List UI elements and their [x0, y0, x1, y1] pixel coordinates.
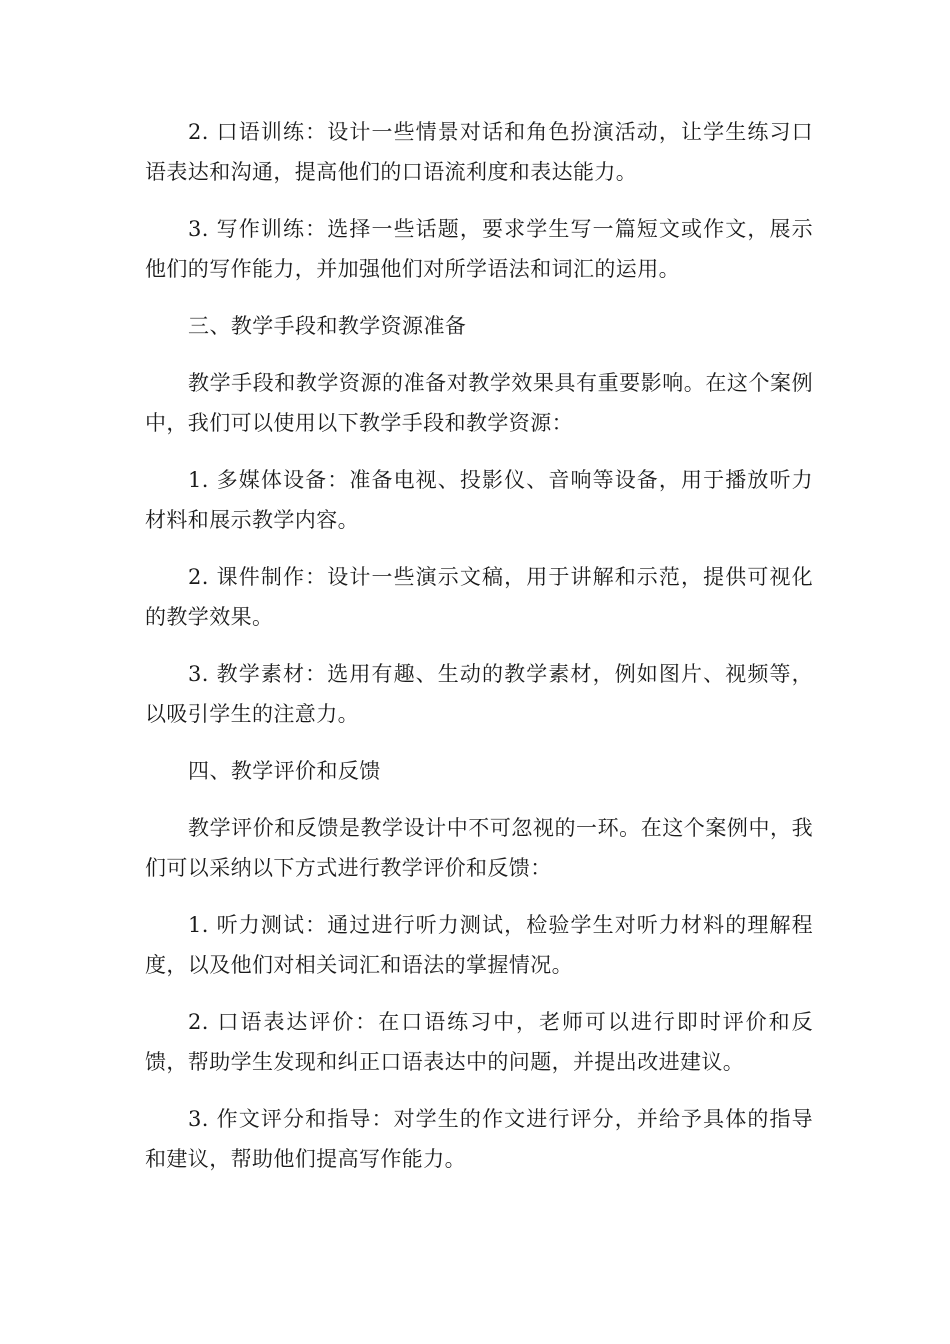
- paragraph-oral-training: 2. 口语训练：设计一些情景对话和角色扮演活动，让学生练习口语表达和沟通，提高他们的口语流利度和表达能力。: [145, 120, 813, 184]
- document-body: [145, 112, 813, 1196]
- section-heading-4: 四、教学评价和反馈: [188, 759, 381, 783]
- paragraph-evaluation-intro: 教学评价和反馈是教学设计中不可忽视的一环。在这个案例中，我们可以采纳以下方式进行教学评价和反馈：: [145, 816, 813, 880]
- paragraph-listening-test: 1. 听力测试：通过进行听力测试，检验学生对听力材料的理解程度，以及他们对相关词汇和语法的掌握情况。: [145, 913, 813, 977]
- paragraph-essay-guidance: 3. 作文评分和指导：对学生的作文进行评分，并给予具体的指导和建议，帮助他们提高写作能力。: [145, 1107, 813, 1171]
- paragraph-resources-intro: 教学手段和教学资源的准备对教学效果具有重要影响。在这个案例中，我们可以使用以下教学手段和教学资源：: [145, 371, 813, 435]
- section-heading-3: 三、教学手段和教学资源准备: [188, 314, 467, 338]
- paragraph-courseware: 2. 课件制作：设计一些演示文稿，用于讲解和示范，提供可视化的教学效果。: [145, 565, 813, 629]
- paragraph-materials: 3. 教学素材：选用有趣、生动的教学素材，例如图片、视频等，以吸引学生的注意力。: [145, 662, 813, 726]
- paragraph-multimedia: 1. 多媒体设备：准备电视、投影仪、音响等设备，用于播放听力材料和展示教学内容。: [145, 468, 813, 532]
- paragraph-writing-training: 3. 写作训练：选择一些话题，要求学生写一篇短文或作文，展示他们的写作能力，并加强他们对所学语法和词汇的运用。: [145, 217, 813, 281]
- paragraph-oral-evaluation: 2. 口语表达评价：在口语练习中，老师可以进行即时评价和反馈，帮助学生发现和纠正口语表达中的问题，并提出改进建议。: [145, 1010, 813, 1074]
